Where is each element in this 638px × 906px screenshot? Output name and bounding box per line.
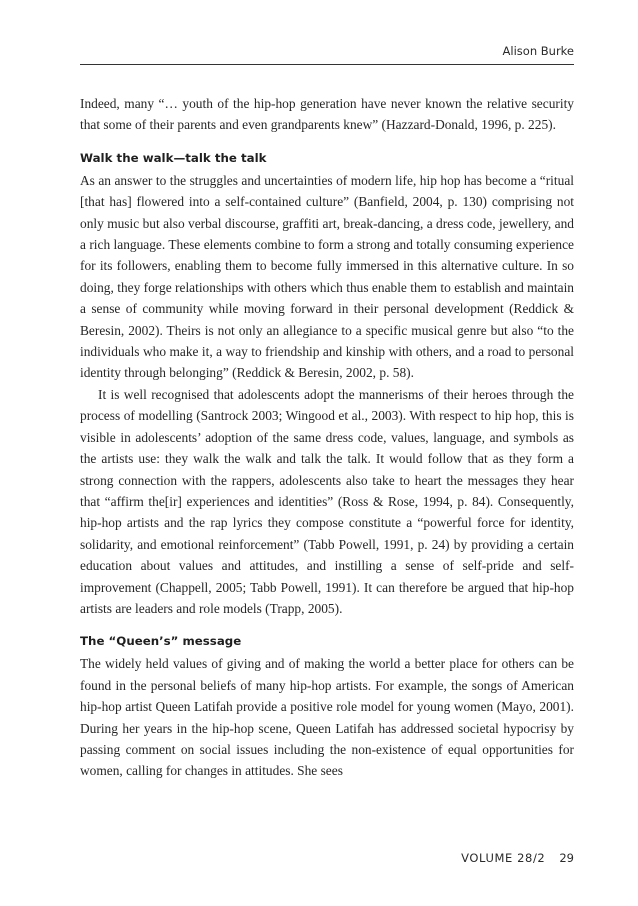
running-head-author: Alison Burke: [80, 44, 574, 65]
paragraph-modelling: It is well recognised that adolescents adopt the mannerisms of their heroes through the process of modelling (Santrock 2003; Wingood et al., 2003). With respect to hip hop, this is visible in adolescents’ adoption of the same dress code, values, language, and symbols as the artists use: they walk the walk and talk the talk. It would follow that as they form a strong connection with the rappers, adolescents also take to heart the messages they hear that “affirm the[ir] experiences and identities” (Ross & Rose, 1994, p. 84). Consequently, hip-hop artists and the rap lyrics they compose constitute a “powerful force for identity, solidarity, and emotional reinforcement” (Tabb Powell, 1991, p. 24) by providing a certain education about values and attitudes, and instilling a sense of self-pride and self-improvement (Chappell, 2005; Tabb Powell, 1991). It can therefore be argued that hip-hop artists are leaders and role models (Trapp, 2005).: [80, 386, 574, 616]
paragraph-intro: Indeed, many “… youth of the hip-hop generation have never known the relative security that some of their parents and even grandparents knew” (Hazzard-Donald, 1996, p. 225).: [80, 96, 574, 133]
article-body: [80, 93, 574, 782]
paragraph-hip-hop-culture: As an answer to the struggles and uncertainties of modern life, hip hop has become a “ritual [that has] flowered into a self-contained culture” (Banfield, 2004, p. 130) comprising not only music but also verbal discourse, graffiti art, break-dancing, a dress code, jewellery, and a rich language. These elements combine to form a strong and totally consuming experience for its followers, enabling them to become fully immersed in this alternative culture. In so doing, they forge relationships with others which thus enable them to establish and maintain a sense of community while moving forward in their personal development (Reddick & Beresin, 2002). Theirs is not only an allegiance to a specific musical genre but also “to the individuals who make it, a way to friendship and kinship with others, and a road to personal identity through belonging” (Reddick & Beresin, 2002, p. 58).: [80, 172, 574, 381]
section-heading-queens-message: The “Queen’s” message: [80, 634, 242, 649]
volume-label: VOLUME 28/2: [461, 851, 546, 865]
section-heading-walk-the-walk: Walk the walk—talk the talk: [80, 150, 267, 165]
paragraph-queen-latifah: The widely held values of giving and of making the world a better place for others can be found in the personal beliefs of many hip-hop artists. For example, the songs of American hip-hop artist Queen Latifah provide a positive role model for young women (Mayo, 2001). During her years in the hip-hop scene, Queen Latifah has addressed societal hypocrisy by passing comment on social issues including the non-existence of equal opportunities for women, calling for changes in attitudes. She sees: [80, 656, 574, 779]
page-number: 29: [559, 851, 574, 865]
page-footer: [380, 851, 574, 865]
